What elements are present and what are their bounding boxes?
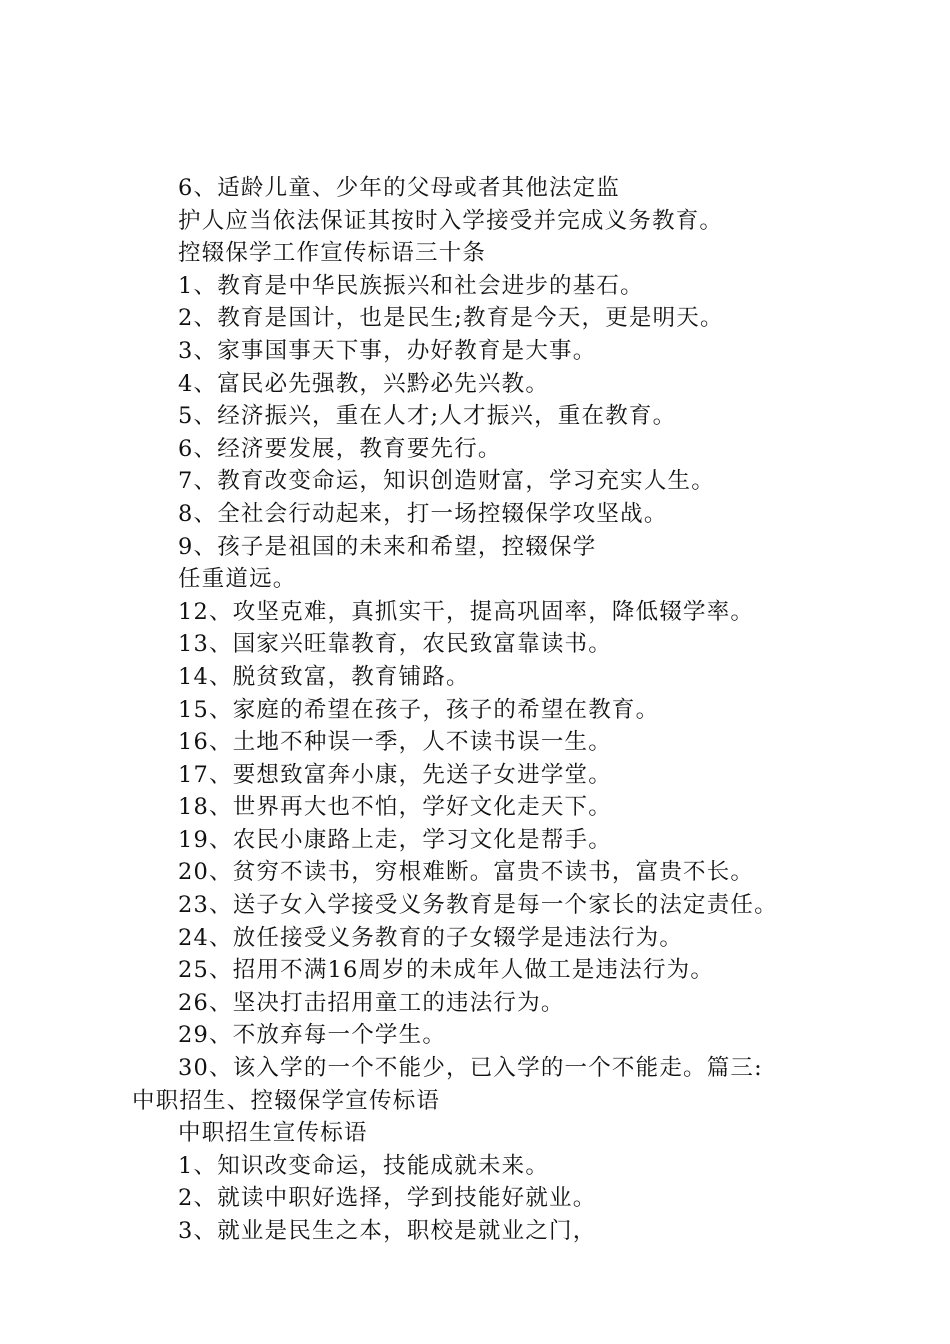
text-line: 6、适龄儿童、少年的父母或者其他法定监 — [178, 175, 621, 201]
text-line: 20、贫穷不读书，穷根难断。富贵不读书，富贵不长。 — [178, 859, 755, 886]
text-line: 3、家事国事天下事，办好教育是大事。 — [178, 337, 597, 364]
text-line: 7、教育改变命运，知识创造财富，学习充实人生。 — [178, 468, 715, 495]
text-line: 1、知识改变命运，技能成就未来。 — [178, 1152, 550, 1179]
text-line: 14、脱贫致富，教育铺路。 — [178, 663, 470, 690]
text-line: 12、攻坚克难，真抓实干，提高巩固率，降低辍学率。 — [178, 598, 755, 625]
text-line: 25、招用不满16周岁的未成年人做工是违法行为。 — [178, 957, 715, 984]
text-line: 19、农民小康路上走，学习文化是帮手。 — [178, 826, 612, 853]
text-line: 9、孩子是祖国的未来和希望，控辍保学 — [178, 533, 597, 560]
text-line: 18、世界再大也不怕，学好文化走天下。 — [178, 794, 612, 821]
text-line: 中职招生宣传标语 — [178, 1120, 368, 1147]
text-line: 1、教育是中华民族振兴和社会进步的基石。 — [178, 272, 644, 299]
text-line: 13、国家兴旺靠教育，农民致富靠读书。 — [178, 631, 612, 658]
text-line: 23、送子女入学接受义务教育是每一个家长的法定责任。 — [178, 892, 778, 919]
text-line: 15、家庭的希望在孩子，孩子的希望在教育。 — [178, 696, 660, 723]
text-line: 4、富民必先强教，兴黔必先兴教。 — [178, 370, 550, 397]
text-line: 6、经济要发展，教育要先行。 — [178, 435, 502, 462]
text-line: 3、就业是民生之本，职校是就业之门， — [178, 1218, 597, 1244]
text-line: 2、就读中职好选择，学到技能好就业。 — [178, 1185, 597, 1212]
text-line: 26、坚决打击招用童工的违法行为。 — [178, 989, 565, 1016]
text-line: 2、教育是国计，也是民生;教育是今天，更是明天。 — [178, 305, 724, 332]
text-line: 29、不放弃每一个学生。 — [178, 1022, 447, 1049]
text-line: 24、放任接受义务教育的子女辍学是违法行为。 — [178, 924, 684, 951]
text-line: 17、要想致富奔小康，先送子女进学堂。 — [178, 761, 612, 788]
text-line: 30、该入学的一个不能少，已入学的一个不能走。篇三: — [178, 1055, 763, 1082]
document-body — [132, 172, 832, 1248]
text-line: 8、全社会行动起来，打一场控辍保学攻坚战。 — [178, 500, 668, 527]
text-line: 中职招生、控辍保学宣传标语 — [132, 1087, 441, 1114]
text-line: 16、土地不种误一季，人不读书误一生。 — [178, 729, 612, 756]
text-line: 护人应当依法保证其按时入学接受并完成义务教育。 — [178, 207, 724, 234]
text-line: 任重道远。 — [178, 566, 297, 593]
text-line: 控辍保学工作宣传标语三十条 — [178, 240, 487, 267]
text-line: 5、经济振兴，重在人才;人才振兴，重在教育。 — [178, 403, 677, 430]
